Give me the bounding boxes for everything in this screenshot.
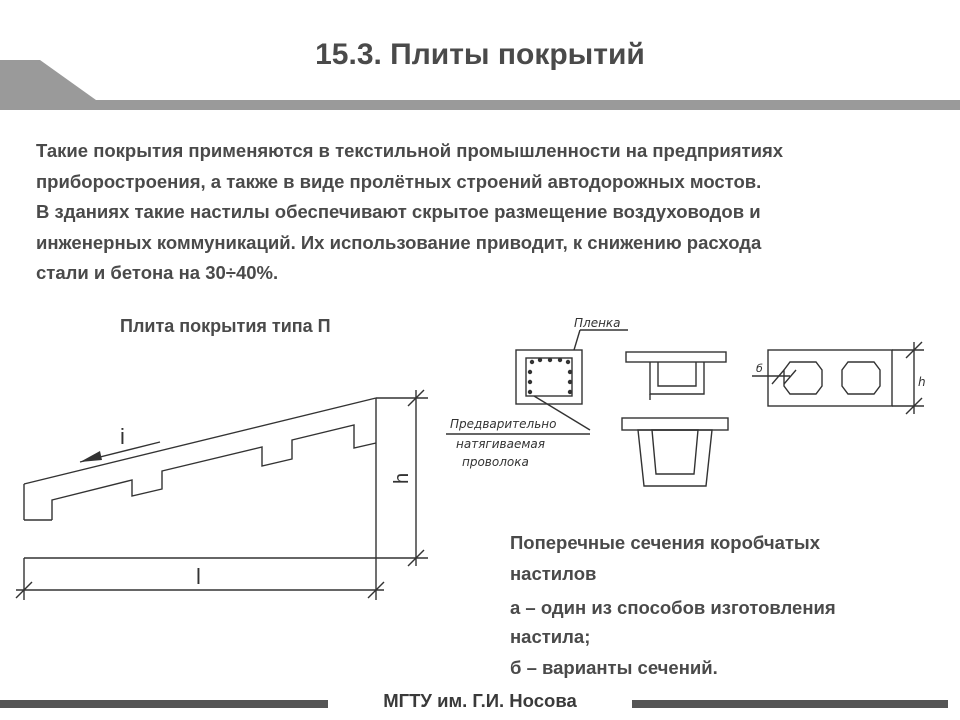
footer-text: МГТУ им. Г.И. Носова <box>383 690 577 711</box>
slide-title: 15.3. Плиты покрытий <box>315 38 645 71</box>
paragraph-line: В зданиях такие настилы обеспечивают скрытое размещение воздуховодов и <box>36 201 761 222</box>
paragraph-line: приборостроения, а также в виде пролётных строений автодорожных мостов. <box>36 170 762 192</box>
section-upper-drawing <box>626 352 726 400</box>
paragraph-line: стали и бетона на 30÷40%. <box>36 262 279 283</box>
section-b-label: б <box>756 362 763 375</box>
desc-line-2: настилов <box>510 563 597 584</box>
section-lower-drawing <box>622 418 728 486</box>
prestressed-label-2: натягиваемая <box>456 437 545 451</box>
desc-line-3: а – один из способов изготовления <box>510 597 836 618</box>
prestressed-label-1: Предварительно <box>450 417 557 431</box>
slope-arrowhead <box>80 451 102 462</box>
hollow-section-drawing <box>752 342 924 414</box>
figure-caption: Плита покрытия типа П <box>120 316 331 336</box>
film-label: Пленка <box>574 316 621 330</box>
section-h-label: h <box>918 375 926 389</box>
desc-line-5: б – варианты сечений. <box>510 657 718 678</box>
paragraph-line: инженерных коммуникаций. Их использование приводит, к снижению расхода <box>36 231 762 253</box>
desc-line-1: Поперечные сечения коробчатых <box>510 532 821 553</box>
paragraph-line: Такие покрытия применяются в текстильной промышленности на предприятиях <box>36 140 784 161</box>
slab-drawing <box>16 390 428 600</box>
height-label: h <box>391 472 413 484</box>
wire-dots <box>528 358 572 394</box>
length-label: l <box>196 564 201 589</box>
slope-label: i <box>120 424 125 449</box>
desc-line-4: настила; <box>510 626 591 647</box>
prestressed-label-3: проволока <box>462 455 529 469</box>
